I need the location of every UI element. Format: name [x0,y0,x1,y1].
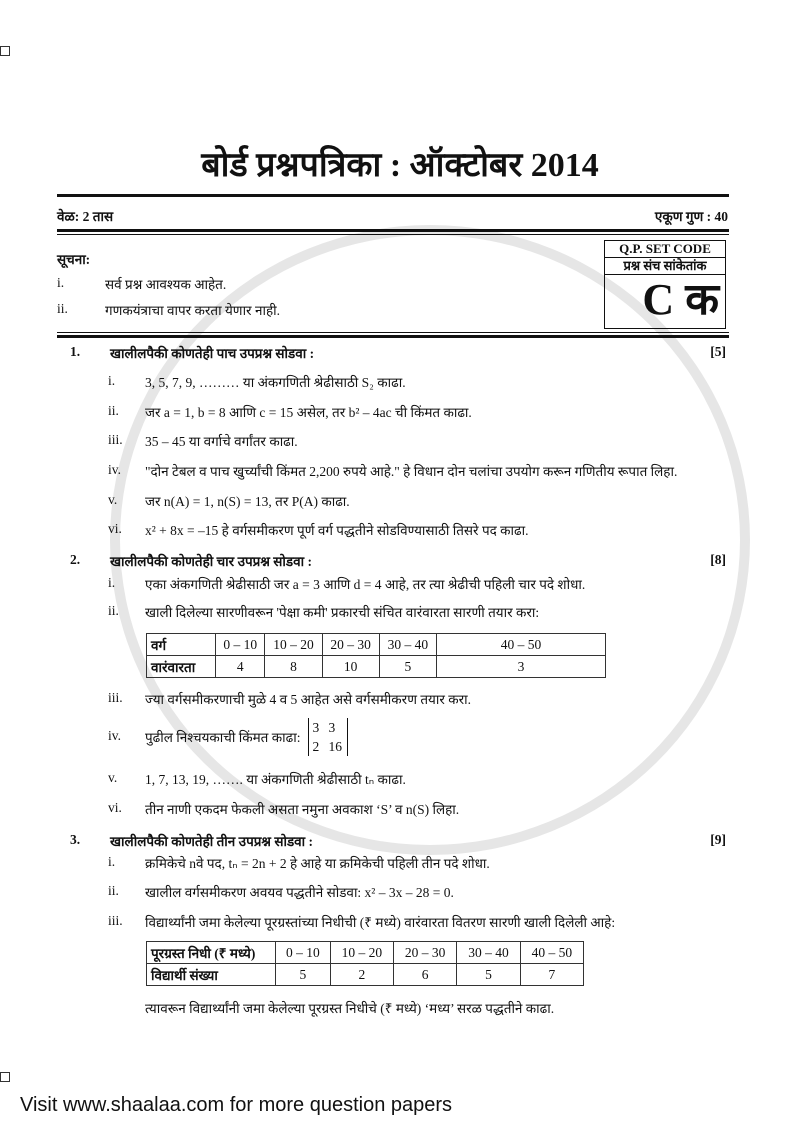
table-cell: 4 [216,656,265,678]
set-code-box [604,240,726,329]
table-cell: 30 – 40 [457,942,520,964]
subq-text: 3, 5, 7, 9, ……… या अंकगणिती श्रेढीसाठी S₂ काढा. [145,375,406,390]
subq-num: ii. [108,603,119,618]
total-marks: एकूण गुण : 40 [654,209,728,224]
subq-text: खाली दिलेल्या सारणीवरून 'पेक्षा कमी' प्रकारची संचित वारंवारता सारणी तयार करा: [145,605,540,620]
table-cell: 30 – 40 [379,634,436,656]
subq-num: iv. [108,728,121,743]
divider [57,194,729,197]
table-cell: 0 – 10 [276,942,331,964]
question-marks: [5] [710,344,726,359]
table-cell: 10 – 20 [330,942,393,964]
det-entry: 3 [312,720,320,735]
subq-num: i. [108,575,116,590]
table-cell: 5 [379,656,436,678]
question-marks: [9] [710,832,726,847]
table-cell: 10 – 20 [265,634,322,656]
subq-text: "दोन टेबल व पाच खुर्च्यांची किंमत 2,200 रुपये आहे." हे विधान दोन चलांचा उपयोग करून गणितीय रूपात लिहा. [145,464,678,479]
question-marks: [8] [710,552,726,567]
table-cell: 20 – 30 [394,942,457,964]
table-header: वारंवारता [147,656,216,678]
table-cell: 6 [394,964,457,986]
subq-text: जर n(A) = 1, n(S) = 13, तर P(A) काढा. [145,494,350,509]
fund-table [146,941,584,986]
set-code: C क [642,275,719,324]
subq-text: ज्या वर्गसमीकरणाची मुळे 4 व 5 आहेत असे वर्गसमीकरण तयार करा. [145,692,472,707]
time: वेळ: 2 तास [57,209,114,224]
subq-text: त्यावरून विद्यार्थ्यांनी जमा केलेल्या पूरग्रस्त निधीचे (₹ मध्ये) ‘मध्य’ सरळ पद्धतीने काढा. [145,1001,555,1016]
subq-num: v. [108,492,118,507]
subq-text: 35 – 45 या वर्गाचे वर्गांतर काढा. [145,434,298,449]
footer-link[interactable]: Visit www.shaalaa.com for more question papers [20,1094,453,1116]
subq-num: iii. [108,432,123,447]
frequency-table [146,633,606,678]
table-cell: 3 [437,656,606,678]
subq-text: पुढील निश्चयकाची किंमत काढा: [145,730,301,745]
table-cell: 10 [322,656,379,678]
table-header: वर्ग [147,634,216,656]
subq-num: v. [108,770,118,785]
instruction-num: ii. [57,301,68,316]
subq-text: खालील वर्गसमीकरण अवयव पद्धतीने सोडवा: x² – 3x – 28 = 0. [145,885,454,900]
table-cell: 5 [276,964,331,986]
page-title: बोर्ड प्रश्नपत्रिका : ऑक्टोबर 2014 [201,147,599,184]
table-cell: 7 [520,964,583,986]
instruction-text: गणकयंत्राचा वापर करता येणार नाही. [105,303,280,318]
subq-num: iii. [108,913,123,928]
subq-num: i. [108,854,116,869]
subq-num: iii. [108,690,123,705]
set-code-label-mr: प्रश्न संच सांकेतांक [605,258,725,275]
subq-num: vi. [108,800,122,815]
subq-text: 1, 7, 13, 19, ……. या अंकगणिती श्रेढीसाठी tₙ काढा. [145,772,406,787]
subq-num: iv. [108,462,121,477]
table-cell: 20 – 30 [322,634,379,656]
divider [57,234,729,235]
corner-marker [0,1072,10,1082]
table-cell: 8 [265,656,322,678]
divider [57,332,729,333]
table-cell: 40 – 50 [520,942,583,964]
determinant-row [145,718,348,756]
subq-num: vi. [108,521,122,536]
subq-text: जर a = 1, b = 8 आणि c = 15 असेल, तर b² – 4ac ची किंमत काढा. [145,405,472,420]
table-cell: 5 [457,964,520,986]
subq-text: क्रमिकेचे nवे पद, tₙ = 2n + 2 हे आहे या क्रमिकेची पहिली तीन पदे शोधा. [145,856,490,871]
subq-text: x² + 8x = –15 हे वर्गसमीकरण पूर्ण वर्ग पद्धतीने सोडविण्यासाठी तिसरे पद काढा. [145,523,529,538]
subq-text: एका अंकगणिती श्रेढीसाठी जर a = 3 आणि d = 4 आहे, तर त्या श्रेढीची पहिली चार पदे शोधा. [145,577,586,592]
question-text: खालीलपैकी कोणतेही तीन उपप्रश्न सोडवा : [110,834,314,849]
instruction-num: i. [57,275,65,290]
table-header: पूरग्रस्त निधी (₹ मध्ये) [147,942,276,964]
divider [57,229,729,232]
question-number: 2. [70,552,81,567]
question-text: खालीलपैकी कोणतेही चार उपप्रश्न सोडवा : [110,554,312,569]
subq-text: तीन नाणी एकदम फेकली असता नमुना अवकाश ‘S’ व n(S) लिहा. [145,802,460,817]
set-code-label-en: Q.P. SET CODE [605,241,725,258]
det-entry: 2 [312,739,320,754]
question-number: 3. [70,832,81,847]
question-text: खालीलपैकी कोणतेही पाच उपप्रश्न सोडवा : [110,346,315,361]
det-entry: 3 [328,720,336,735]
subq-num: ii. [108,883,119,898]
instructions-heading: सूचना: [57,252,91,267]
table-cell: 2 [330,964,393,986]
subq-text: विद्यार्थ्यांनी जमा केलेल्या पूरग्रस्तांच्या निधीची (₹ मध्ये) वारंवारता वितरण सारणी खाली दिलेली आहे: [145,915,616,930]
instruction-text: सर्व प्रश्न आवश्यक आहेत. [105,277,227,292]
determinant [308,718,348,756]
corner-marker [0,46,10,56]
table-cell: 0 – 10 [216,634,265,656]
question-number: 1. [70,344,81,359]
subq-num: i. [108,373,116,388]
table-header: विद्यार्थी संख्या [147,964,276,986]
det-entry: 16 [328,739,342,754]
divider [57,335,729,338]
table-cell: 40 – 50 [437,634,606,656]
subq-num: ii. [108,403,119,418]
